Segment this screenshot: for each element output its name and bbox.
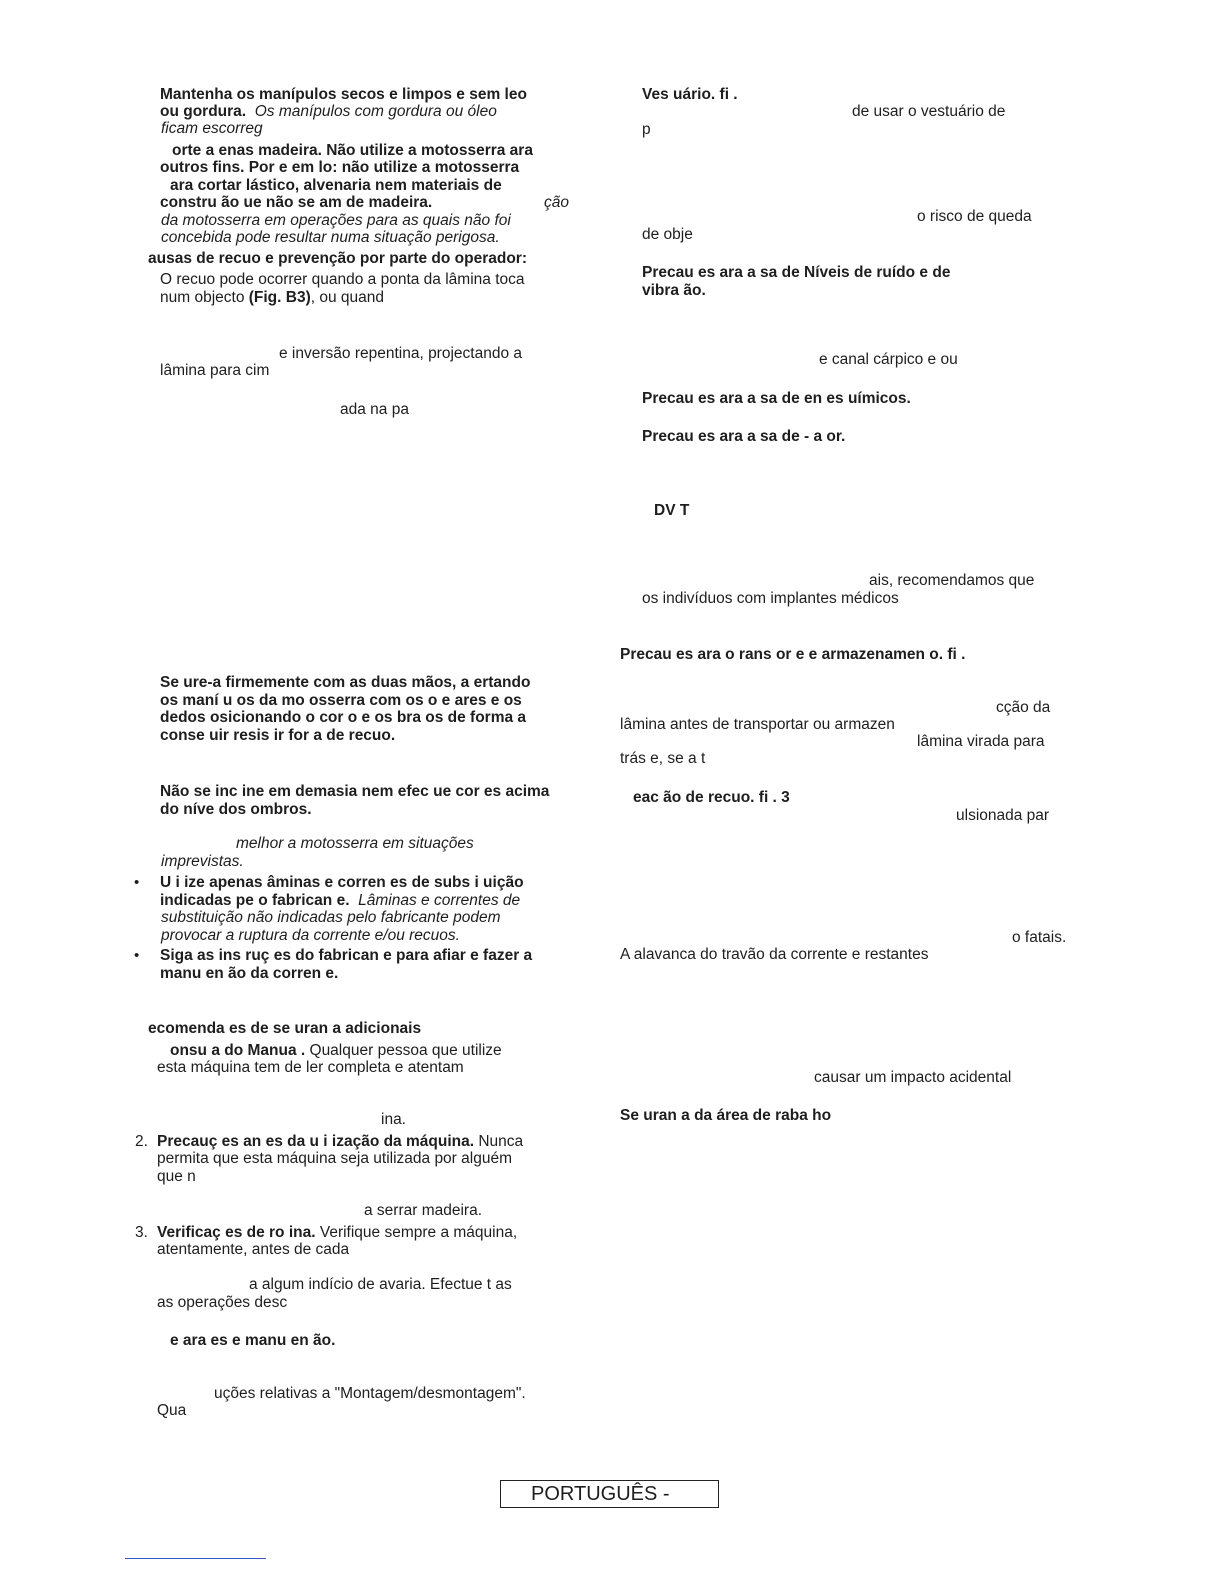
text-line (160, 103, 497, 121)
text-line: Qua (157, 1402, 187, 1419)
text-line: U i ize apenas âminas e corren es de subs i uição (160, 874, 524, 891)
section-heading: Ves uário. fi . (642, 86, 738, 103)
section-heading: e ara es e manu en ão. (170, 1332, 336, 1349)
footer-label: PORTUGUÊS - (531, 1483, 670, 1505)
text-line (160, 289, 384, 307)
text-line: p (642, 121, 651, 138)
italic-text: Lâminas e correntes de (358, 892, 521, 909)
text-line: de obje (642, 226, 693, 243)
text-line: uções relativas a "Montagem/desmontagem". (214, 1385, 526, 1402)
text-line: constru ão ue não se am de madeira. (160, 194, 433, 211)
text-line: e canal cárpico e ou (819, 351, 958, 368)
footer-rule (125, 1558, 266, 1559)
text-line: lâmina virada para (917, 733, 1045, 750)
text-line: o risco de queda (917, 208, 1032, 225)
section-heading: Precau es ara a sa de Níveis de ruído e de (642, 264, 951, 281)
text-line: lâmina antes de transportar ou armazen (620, 716, 895, 733)
text-line: atentamente, antes de cada (157, 1241, 350, 1258)
text-span: Nunca (474, 1133, 524, 1150)
text-line: os maní u os da mo osserra com os o e ares e os (160, 692, 522, 709)
bold-text: Precauç es an es da u i ização da máquina. (157, 1133, 475, 1150)
text-line: Mantenha os manípulos secos e limpos e sem leo (160, 86, 527, 103)
text-line: de usar o vestuário de (852, 103, 1006, 120)
section-heading: ecomenda es de se uran a adicionais (148, 1020, 422, 1037)
text-line: a serrar madeira. (364, 1202, 483, 1219)
text-line: ara cortar lástico, alvenaria nem materiais de (170, 177, 502, 194)
text-line: provocar a ruptura da corrente e/ou recuos. (161, 927, 460, 944)
text-line: permita que esta máquina seja utilizada por alguém (157, 1150, 512, 1167)
text-span: Verifique sempre a máquina, (315, 1224, 518, 1241)
text-line: ada na pa (340, 401, 409, 418)
section-heading: vibra ão. (642, 282, 706, 299)
text-line: ulsionada par (956, 807, 1050, 824)
text-line: concebida pode resultar numa situação perigosa. (161, 229, 500, 246)
text-line (160, 892, 520, 910)
text-line: Se ure-a firmemente com as duas mãos, a ertando (160, 674, 531, 691)
text-line: Siga as ins ruç es do fabrican e para afiar e fazer a (160, 947, 533, 964)
text-line (157, 1224, 517, 1242)
section-heading: ausas de recuo e prevenção por parte do operador: (148, 250, 528, 267)
text-line: esta máquina tem de ler completa e atentam (157, 1059, 464, 1076)
bullet-icon: • (134, 947, 140, 964)
text-line: cção da (996, 699, 1051, 716)
text-line: Não se inc ine em demasia nem efec ue cor es acima (160, 783, 550, 800)
language-footer (500, 1480, 719, 1508)
text-line: os indivíduos com implantes médicos (642, 590, 899, 607)
text-line: ina. (381, 1111, 406, 1128)
list-number: 3. (135, 1224, 148, 1241)
text-line: orte a enas madeira. Não utilize a motosserra ara (172, 142, 533, 159)
text-line: ficam escorreg (161, 120, 263, 137)
text-line: da motosserra em operações para as quais não foi (161, 212, 511, 229)
text-line: melhor a motosserra em situações (236, 835, 474, 852)
section-heading: Precau es ara o rans or e e armazenamen o. fi . (620, 646, 966, 663)
warning-heading: DV T (654, 502, 690, 519)
text-span: num objecto (160, 289, 249, 306)
text-line: O recuo pode ocorrer quando a ponta da lâmina toca (160, 271, 525, 288)
bold-text: Verificaç es de ro ina. (157, 1224, 316, 1241)
text-span: Qualquer pessoa que utilize (305, 1042, 502, 1059)
bullet-icon: • (134, 874, 140, 891)
text-line: a algum indício de avaria. Efectue t as (249, 1276, 512, 1293)
text-line: do níve dos ombros. (160, 801, 312, 818)
text-line: substituição não indicadas pelo fabricante podem (161, 909, 501, 926)
text-line: o fatais. (1012, 929, 1067, 946)
text-line: conse uir resis ir for a de recuo. (160, 727, 396, 744)
text-line: e inversão repentina, projectando a (279, 345, 522, 362)
section-heading: eac ão de recuo. fi . 3 (633, 789, 790, 806)
text-line (157, 1133, 523, 1151)
text-line: A alavanca do travão da corrente e restantes (620, 946, 929, 963)
text-line: imprevistas. (161, 853, 244, 870)
text-line: outros fins. Por e em lo: não utilize a motosserra (160, 159, 520, 176)
bold-text: onsu a do Manua . (170, 1042, 306, 1059)
section-heading: Precau es ara a sa de - a or. (642, 428, 846, 445)
text-line: causar um impacto acidental (814, 1069, 1012, 1086)
text-line: dedos osicionando o cor o e os bra os de forma a (160, 709, 527, 726)
italic-text: Os manípulos com gordura ou óleo (254, 103, 497, 120)
figure-reference: (Fig. B3) (248, 289, 311, 306)
text-line: as operações desc (157, 1294, 288, 1311)
section-heading: Se uran a da área de raba ho (620, 1107, 832, 1124)
text-line: ção (544, 194, 569, 211)
text-line: trás e, se a t (620, 750, 706, 767)
text-line: ais, recomendamos que (869, 572, 1035, 589)
text-line: manu en ão da corren e. (160, 965, 339, 982)
text-line (170, 1042, 502, 1060)
text-line: lâmina para cim (160, 362, 270, 379)
list-number: 2. (135, 1133, 148, 1150)
section-heading: Precau es ara a sa de en es uímicos. (642, 390, 911, 407)
bold-text: ou gordura. (160, 103, 247, 120)
text-span: , ou quand (310, 289, 385, 306)
bold-text: indicadas pe o fabrican e. (160, 892, 350, 909)
text-line: que n (157, 1168, 196, 1185)
